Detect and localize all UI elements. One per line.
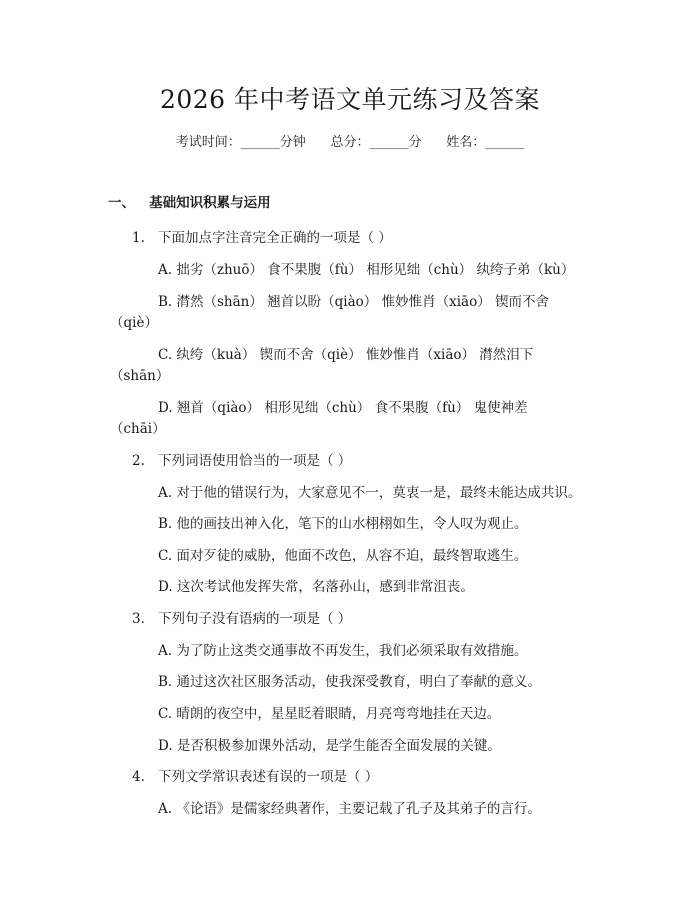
question-text: 下列词语使用恰当的一项是（ ） bbox=[158, 453, 352, 469]
section-heading: 一、 基础知识积累与运用 bbox=[108, 195, 271, 211]
question-4 bbox=[132, 765, 378, 785]
q3-option-a: A. 为了防止这类交通事故不再发生，我们必须采取有效措施。 bbox=[158, 643, 528, 659]
q2-option-a: A. 对于他的错误行为，大家意见不一，莫衷一是，最终未能达成共识。 bbox=[158, 485, 582, 501]
question-text: 下列句子没有语病的一项是（ ） bbox=[158, 611, 352, 627]
question-text: 下列文学常识表述有误的一项是（ ） bbox=[158, 769, 379, 785]
q3-option-b: B. 通过这次社区服务活动，使我深受教育，明白了奉献的意义。 bbox=[158, 674, 542, 690]
q3-option-c: C. 晴朗的夜空中，星星眨着眼睛，月亮弯弯地挂在天边。 bbox=[158, 706, 501, 722]
q1-option-d-continued: （chāi） bbox=[110, 421, 166, 437]
question-number: 1. bbox=[132, 230, 145, 246]
q1-option-b-continued: （qiè） bbox=[110, 315, 158, 331]
q2-option-c: C. 面对歹徒的威胁，他面不改色，从容不迫，最终智取逃生。 bbox=[158, 548, 528, 564]
question-3 bbox=[132, 607, 351, 627]
q2-option-d: D. 这次考试他发挥失常，名落孙山，感到非常沮丧。 bbox=[158, 579, 474, 595]
question-2 bbox=[132, 449, 351, 469]
q1-option-a: A. 拙劣（zhuō） 食不果腹（fù） 相形见绌（chù） 纨绔子弟（kù） bbox=[158, 262, 575, 278]
question-number: 4. bbox=[132, 769, 145, 785]
q1-option-d: D. 翘首（qiào） 相形见绌（chù） 食不果腹（fù） 鬼使神差 bbox=[158, 400, 528, 416]
question-number: 2. bbox=[132, 453, 145, 469]
q1-option-c: C. 纨绔（kuà） 锲而不舍（qiè） 惟妙惟肖（xiāo） 潸然泪下 bbox=[158, 347, 534, 363]
q1-option-b: B. 潸然（shān） 翘首以盼（qiào） 惟妙惟肖（xiāo） 锲而不舍 bbox=[158, 294, 549, 310]
q3-option-d: D. 是否积极参加课外活动，是学生能否全面发展的关键。 bbox=[158, 738, 501, 754]
question-1 bbox=[132, 226, 392, 246]
q1-option-c-continued: （shān） bbox=[110, 368, 170, 384]
exam-meta-line: 考试时间：______分钟 总分：______分 姓名：______ bbox=[175, 135, 525, 150]
q4-option-a: A. 《论语》是儒家经典著作，主要记载了孔子及其弟子的言行。 bbox=[158, 801, 541, 817]
question-number: 3. bbox=[132, 611, 145, 627]
q2-option-b: B. 他的画技出神入化，笔下的山水栩栩如生，令人叹为观止。 bbox=[158, 516, 528, 532]
page-title: 2026 年中考语文单元练习及答案 bbox=[159, 85, 541, 114]
question-text: 下面加点字注音完全正确的一项是（ ） bbox=[158, 230, 392, 246]
